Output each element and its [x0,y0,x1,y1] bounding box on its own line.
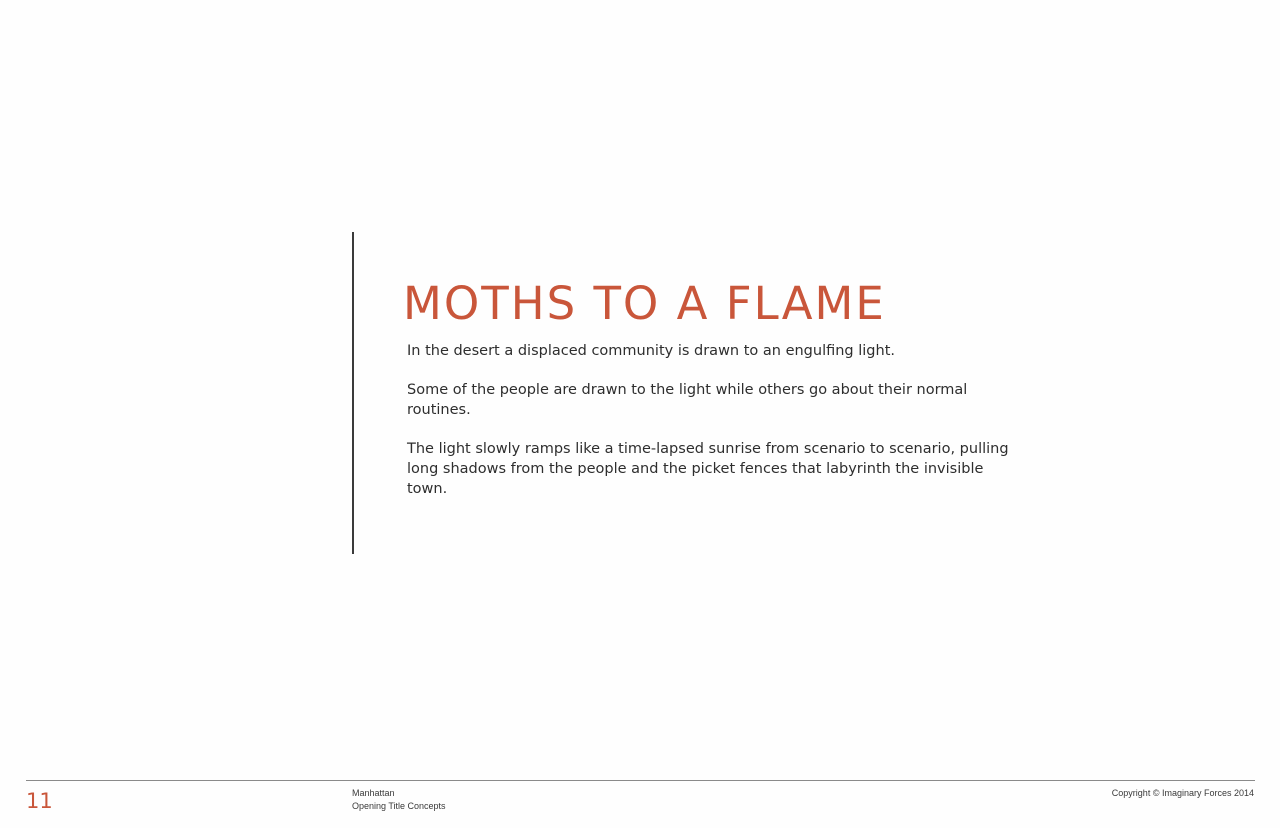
content-divider-line [352,232,354,554]
slide-body [407,341,1027,518]
copyright-notice: Copyright © Imaginary Forces 2014 [1111,788,1254,798]
page-number: 11 [26,789,53,813]
project-subtitle: Opening Title Concepts [352,801,446,811]
body-paragraph-2: Some of the people are drawn to the light while others go about their normal routines. [407,382,968,418]
slide-title: MOTHS TO A FLAME [403,277,886,330]
footer-project-info [352,787,446,813]
footer-divider-line [26,780,1255,781]
project-name: Manhattan [352,788,395,798]
body-paragraph-1: In the desert a displaced community is drawn to an engulfing light. [407,343,895,359]
body-paragraph-3: The light slowly ramps like a time-lapsed sunrise from scenario to scenario, pulling long shadows from the people and the picket fences that labyrinth the invisible town. [407,441,1009,497]
